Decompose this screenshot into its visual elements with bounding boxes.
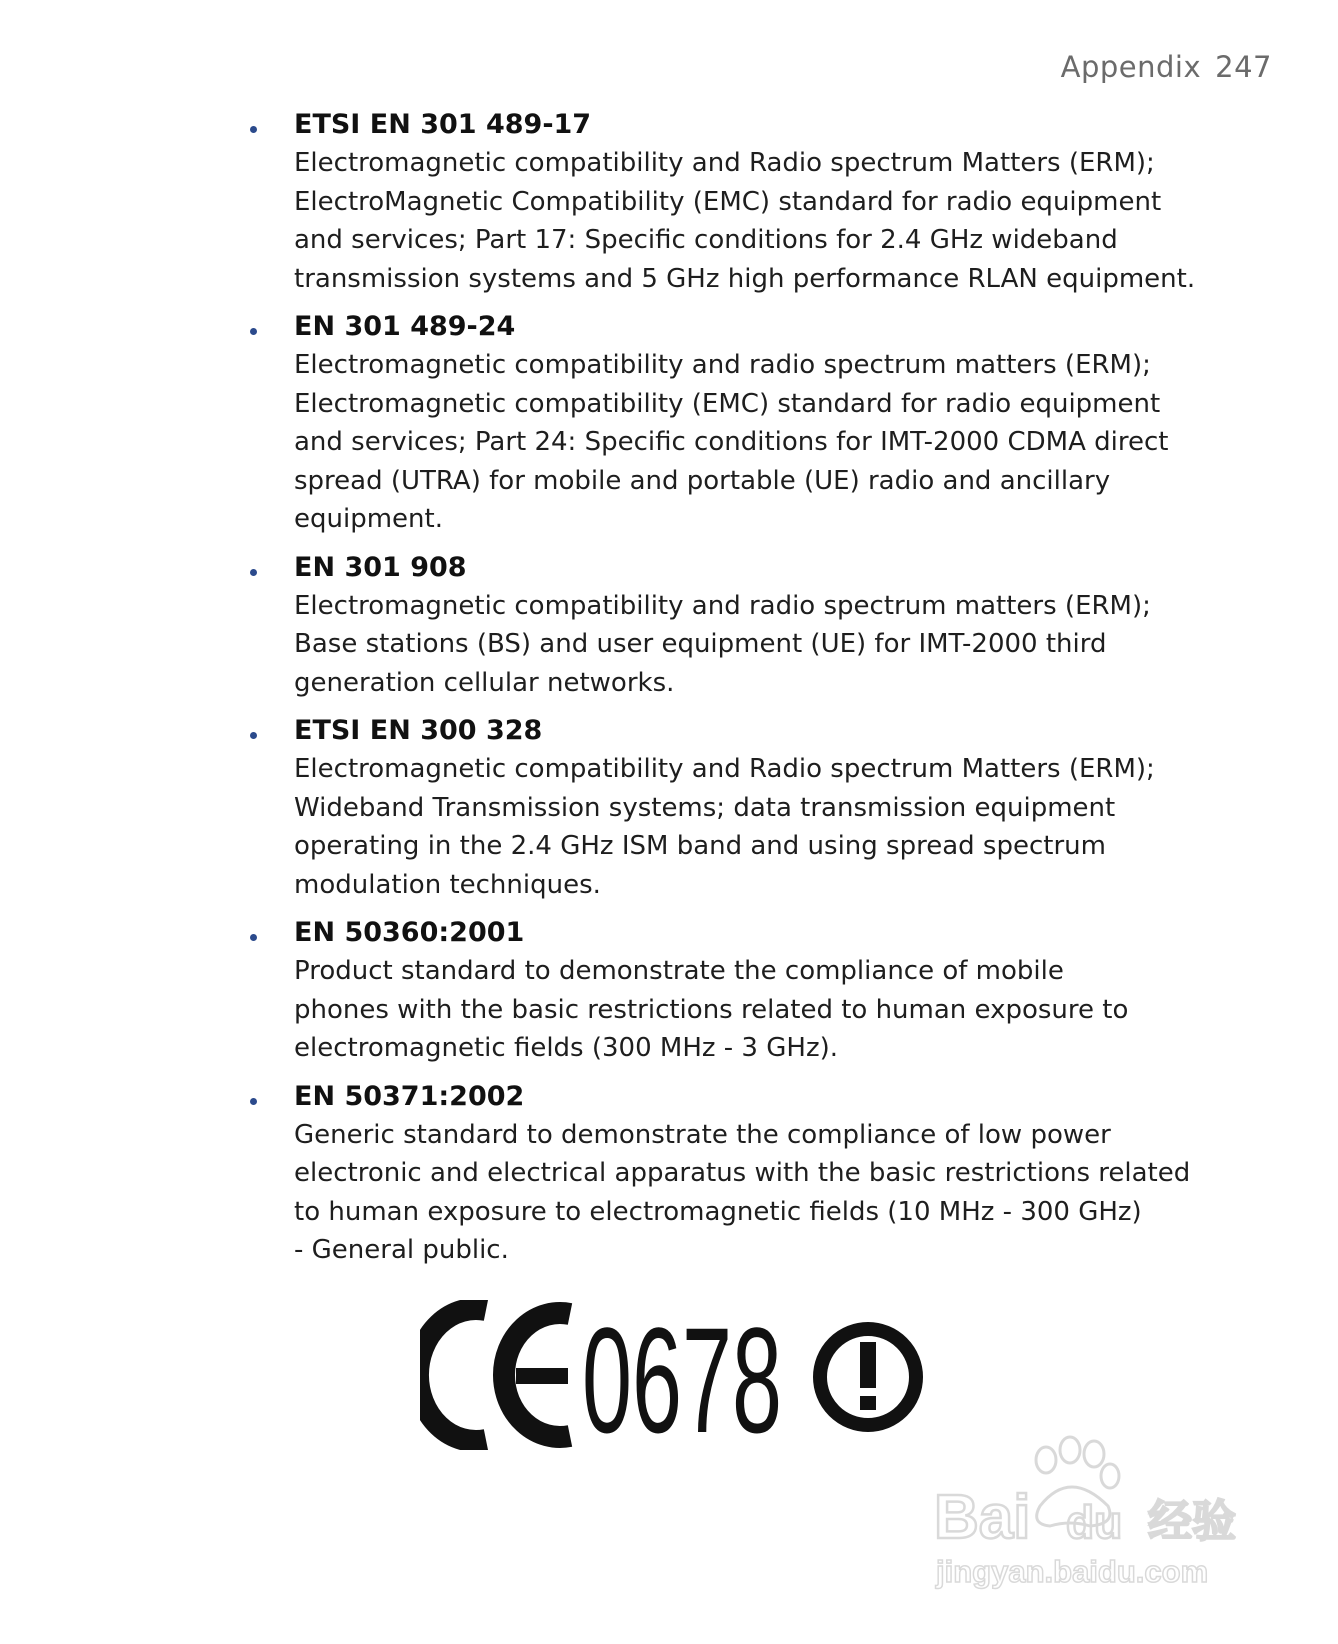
- standard-item: [250, 712, 1270, 904]
- standard-description-line: electromagnetic fields (300 MHz - 3 GHz).: [294, 1033, 838, 1063]
- bullet-icon: [250, 328, 257, 335]
- alert-exclamation-dot: [860, 1396, 876, 1410]
- watermark-brand: Bai: [934, 1483, 1031, 1552]
- standard-description-line: Product standard to demonstrate the compliance of mobile: [294, 956, 1064, 986]
- standard-code: EN 50371:2002: [294, 1080, 525, 1112]
- standard-description-line: equipment.: [294, 504, 443, 534]
- bullet-icon: [250, 934, 257, 941]
- standard-description-line: and services; Part 24: Specific conditions for IMT-2000 CDMA direct: [294, 427, 1169, 457]
- standard-description-line: and services; Part 17: Specific conditions for 2.4 GHz wideband: [294, 225, 1118, 255]
- standard-code: EN 301 489-24: [294, 311, 516, 342]
- standard-code: ETSI EN 301 489-17: [294, 109, 592, 140]
- standard-description-line: electronic and electrical apparatus with the basic restrictions related: [294, 1158, 1191, 1188]
- alert-exclamation-bar: [860, 1342, 876, 1388]
- standard-description-line: modulation techniques.: [294, 869, 601, 900]
- standard-code: ETSI EN 300 328: [294, 715, 543, 746]
- page-header: [1061, 50, 1272, 84]
- section-title: Appendix: [1060, 50, 1202, 84]
- standard-item: [250, 1078, 1270, 1270]
- page-number: 247: [1215, 50, 1272, 84]
- standard-description-line: Electromagnetic compatibility and radio spectrum matters (ERM);: [294, 590, 1151, 621]
- notified-body-number: 0678: [582, 1300, 782, 1450]
- standard-description-line: generation cellular networks.: [294, 667, 675, 698]
- standard-description-line: Electromagnetic compatibility and radio spectrum matters (ERM);: [294, 350, 1151, 380]
- standard-code: EN 301 908: [294, 551, 467, 583]
- standard-description-line: Wideband Transmission systems; data transmission equipment: [294, 792, 1116, 823]
- ce-c-letter: [420, 1309, 486, 1441]
- ce-mark-graphic: [420, 1300, 960, 1450]
- standard-description-line: Base stations (BS) and user equipment (UE) for IMT-2000 third: [294, 629, 1107, 659]
- standard-description-line: spread (UTRA) for mobile and portable (UE) radio and ancillary: [294, 465, 1111, 496]
- standard-description-line: phones with the basic restrictions related to human exposure to: [294, 994, 1129, 1025]
- standard-item: [250, 549, 1270, 703]
- standard-description-line: to human exposure to electromagnetic fields (10 MHz - 300 GHz): [294, 1196, 1142, 1227]
- standard-item: [250, 106, 1270, 298]
- bullet-icon: [250, 732, 257, 739]
- standards-list: [250, 106, 1270, 1280]
- standard-description-line: - General public.: [294, 1235, 509, 1265]
- ce-e-bar: [516, 1368, 568, 1384]
- baidu-watermark: [930, 1420, 1270, 1595]
- watermark-brand-du: du: [1066, 1496, 1123, 1548]
- bullet-icon: [250, 126, 257, 133]
- standard-description-line: transmission systems and 5 GHz high performance RLAN equipment.: [294, 263, 1196, 294]
- bullet-icon: [250, 1098, 257, 1105]
- standard-description-line: Electromagnetic compatibility (EMC) standard for radio equipment: [294, 388, 1161, 419]
- watermark-brand-cn: 经验: [1148, 1496, 1236, 1547]
- standard-description-line: Electromagnetic compatibility and Radio spectrum Matters (ERM);: [294, 148, 1155, 178]
- baidu-paw-logo: [930, 1420, 1270, 1595]
- standard-code: EN 50360:2001: [294, 917, 525, 948]
- bullet-icon: [250, 569, 257, 576]
- standard-item: [250, 308, 1270, 539]
- ce-certification-mark: [420, 1300, 960, 1450]
- standard-description-line: Generic standard to demonstrate the compliance of low power: [294, 1119, 1111, 1150]
- standard-description-line: Electromagnetic compatibility and Radio spectrum Matters (ERM);: [294, 754, 1155, 784]
- standard-description-line: ElectroMagnetic Compatibility (EMC) standard for radio equipment: [294, 186, 1162, 217]
- watermark-url: jingyan.baidu.com: [936, 1554, 1209, 1589]
- standard-description-line: operating in the 2.4 GHz ISM band and using spread spectrum: [294, 831, 1106, 861]
- standard-item: [250, 914, 1270, 1068]
